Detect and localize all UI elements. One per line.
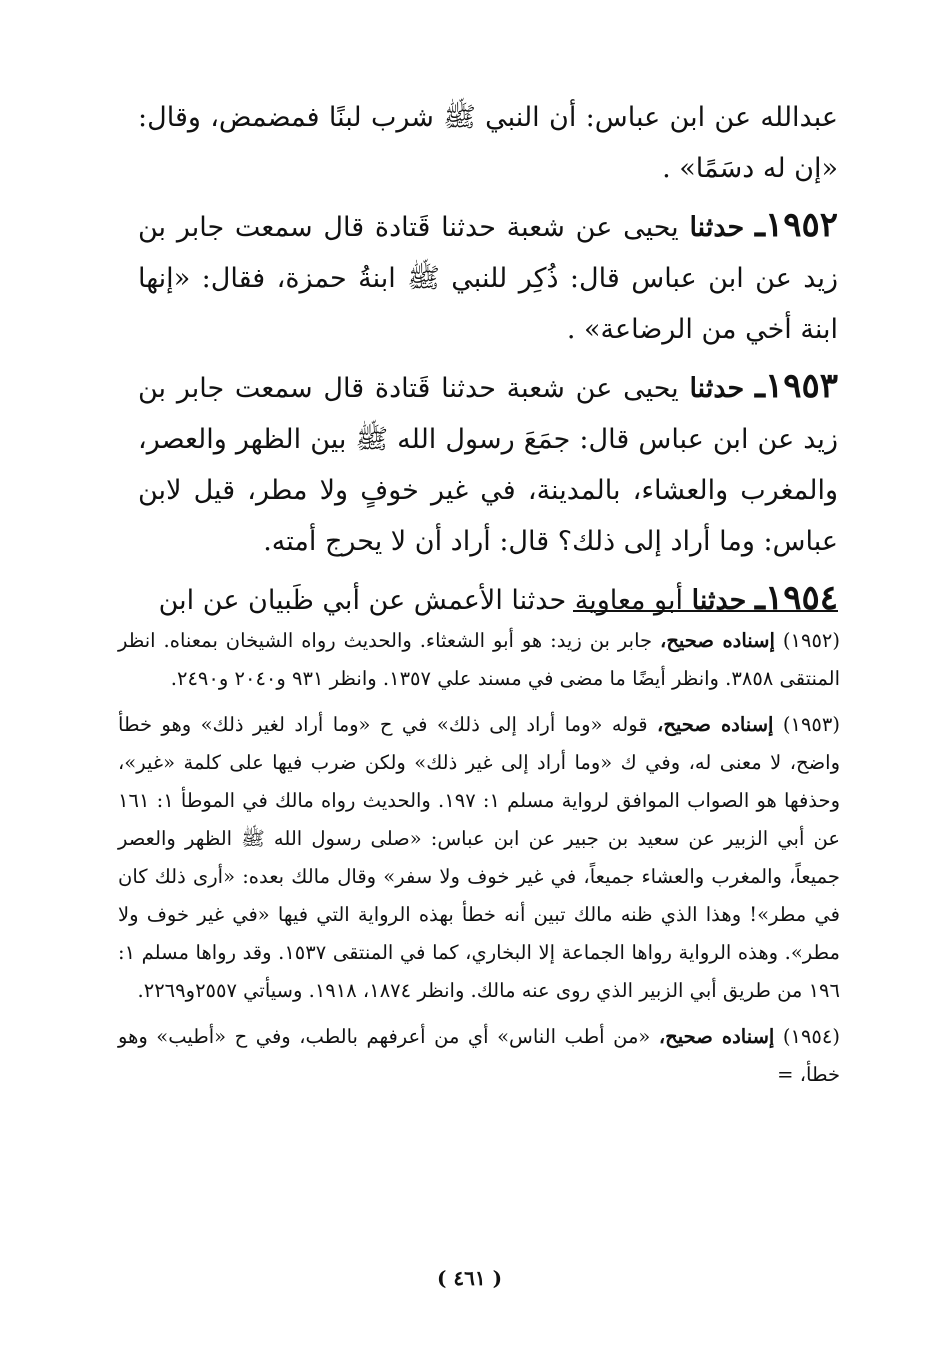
footnote-ref: (١٩٥٣) — [782, 713, 840, 736]
footnote-text: قوله «وما أراد إلى ذلك» في ح «وما أراد لغير ذلك» وهو خطأ واضح، لا معنى له، وفي ك «وما أراد إلى غير ذلك» ولكن ضرب فيها على كلمة «غير»، وحذفها هو الصواب الموافق لرواية مسلم ١: ١٩٧. والحديث رواه مالك في الموطأ ١: ١٦١ عن أبي الزبير عن سعيد بن جبير عن ابن عباس: «صلى رسول الله ﷺ الظهر والعصر جميعاً، والمغرب والعشاء جميعاً، في غير خوف ولا سفر» وقال مالك بعده: «أرى ذلك كان في مطر»! وهذا الذي ظنه مالك تبين أنه خطأ بهذه الرواية التي فيها «في غير خوف ولا مطر». وهذه الرواية رواها الجماعة إلا البخاري، كما في المنتقى ١٥٣٧. وقد رواها مسلم ١: ١٩٦ من طريق أبي الزبير الذي روى عنه مالك. وانظر ١٨٧٤، ١٩١٨. وسيأتي ٢٥٥٧و٢٢٦٩. — [118, 713, 840, 1002]
page-number: ( ٤٦١ ) — [436, 1266, 503, 1290]
footnote-ref: (١٩٥٤) — [782, 1025, 840, 1048]
footnote-ref: (١٩٥٢) — [782, 629, 841, 652]
hadith-1953 — [138, 361, 838, 567]
footnote-grading: إسناده صحيح، — [658, 1025, 775, 1048]
hadith-text: أبو معاوية حدثنا الأعمش عن أبي ظَبيان عن ابن — [158, 585, 684, 616]
hadith-1954 — [138, 573, 838, 626]
hadith-lead: حدثنا — [689, 212, 745, 243]
footnote-1952 — [118, 622, 840, 698]
footnote-divider — [573, 610, 838, 612]
intro-paragraph — [138, 92, 838, 194]
footnote-grading: إسناده صحيح، — [657, 713, 774, 736]
intro-text: عبدالله عن ابن عباس: أن النبي ﷺ شرب لبنًا فمضمض، وقال: «إن له دسَمًا» . — [138, 102, 838, 184]
hadith-number: ١٩٥٣ـ — [754, 366, 838, 406]
footnote-1954 — [118, 1018, 840, 1094]
hadith-number: ١٩٥٢ـ — [754, 205, 838, 245]
hadith-lead: حدثنا — [689, 373, 745, 404]
footnote-text: «من أطب الناس» أي من أعرفهم بالطب، وفي ح «أطيب» وهو خطأ، = — [118, 1025, 840, 1086]
hadith-number: ١٩٥٤ـ — [754, 578, 838, 618]
main-text — [138, 92, 838, 632]
hadith-1952 — [138, 200, 838, 355]
footnote-grading: إسناده صحيح، — [660, 629, 775, 652]
hadith-text: يحيى عن شعبة حدثنا قَتادة قال سمعت جابر بن زيد عن ابن عباس قال: ذُكِر للنبي ﷺ ابنةُ حمزة، فقال: «إنها ابنة أخي من الرضاعة» . — [138, 212, 838, 345]
footnote-1953 — [118, 706, 840, 1010]
footnote-text: جابر بن زيد: هو أبو الشعثاء. والحديث رواه الشيخان بمعناه. انظر المنتقى ٣٨٥٨. وانظر أيضًا ما مضى في مسند علي ١٣٥٧. وانظر ٩٣١ و٢٠٤٠ و٢٤٩٠. — [118, 629, 840, 690]
hadith-lead: حدثنا — [691, 585, 747, 616]
footnotes — [118, 622, 840, 1102]
hadith-text: يحيى عن شعبة حدثنا قَتادة قال سمعت جابر بن زيد عن ابن عباس قال: جمَعَ رسول الله ﷺ بين الظهر والعصر، والمغرب والعشاء، بالمدينة، في غير خوفٍ ولا مطر، قيل لابن عباس: وما أراد إلى ذلك؟ قال: أراد أن لا يحرج أمته. — [138, 373, 838, 557]
